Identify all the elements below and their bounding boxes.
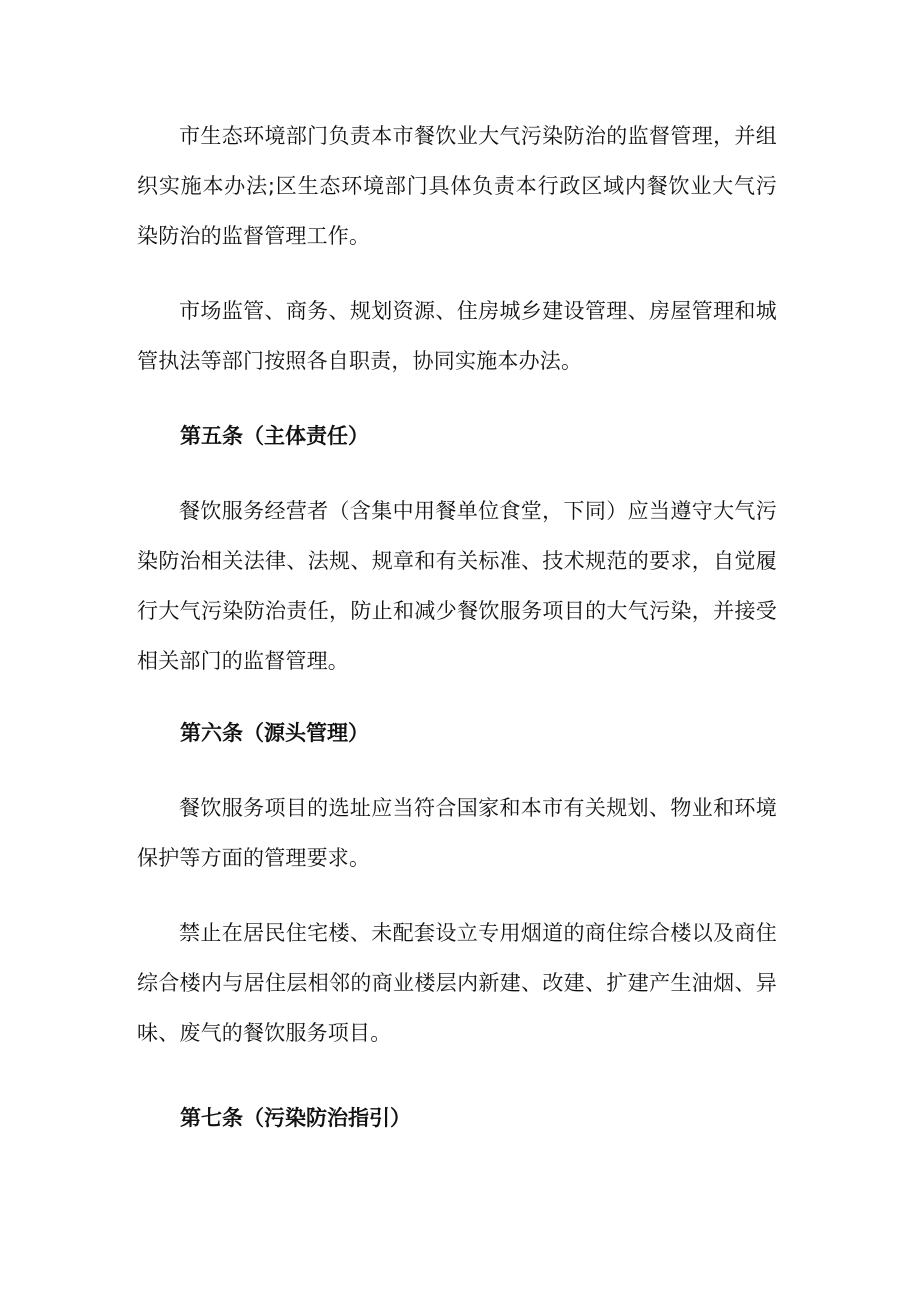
paragraph-site-selection: 餐饮服务项目的选址应当符合国家和本市有关规划、物业和环境保护等方面的管理要求。 <box>137 796 777 870</box>
paragraph-supervision-duty: 市生态环境部门负责本市餐饮业大气污染防治的监督管理，并组织实施本办法;区生态环境部门具体负责本行政区域内餐饮业大气污染防治的监督管理工作。 <box>137 124 777 248</box>
heading-article-7: 第七条（污染防治指引） <box>180 1106 411 1130</box>
paragraph-operator-responsibility: 餐饮服务经营者（含集中用餐单位食堂，下同）应当遵守大气污染防治相关法律、法规、规章和有关标准、技术规范的要求，自觉履行大气污染防治责任，防止和减少餐饮服务项目的大气污染，并接受相关部门的监督管理。 <box>137 499 777 673</box>
heading-article-5: 第五条（主体责任） <box>180 424 369 448</box>
paragraph-coordinating-departments: 市场监管、商务、规划资源、住房城乡建设管理、房屋管理和城管执法等部门按照各自职责，协同实施本办法。 <box>137 299 777 373</box>
heading-article-6: 第六条（源头管理） <box>180 721 369 745</box>
paragraph-prohibition: 禁止在居民住宅楼、未配套设立专用烟道的商住综合楼以及商住综合楼内与居住层相邻的商业楼层内新建、改建、扩建产生油烟、异味、废气的餐饮服务项目。 <box>137 921 777 1045</box>
